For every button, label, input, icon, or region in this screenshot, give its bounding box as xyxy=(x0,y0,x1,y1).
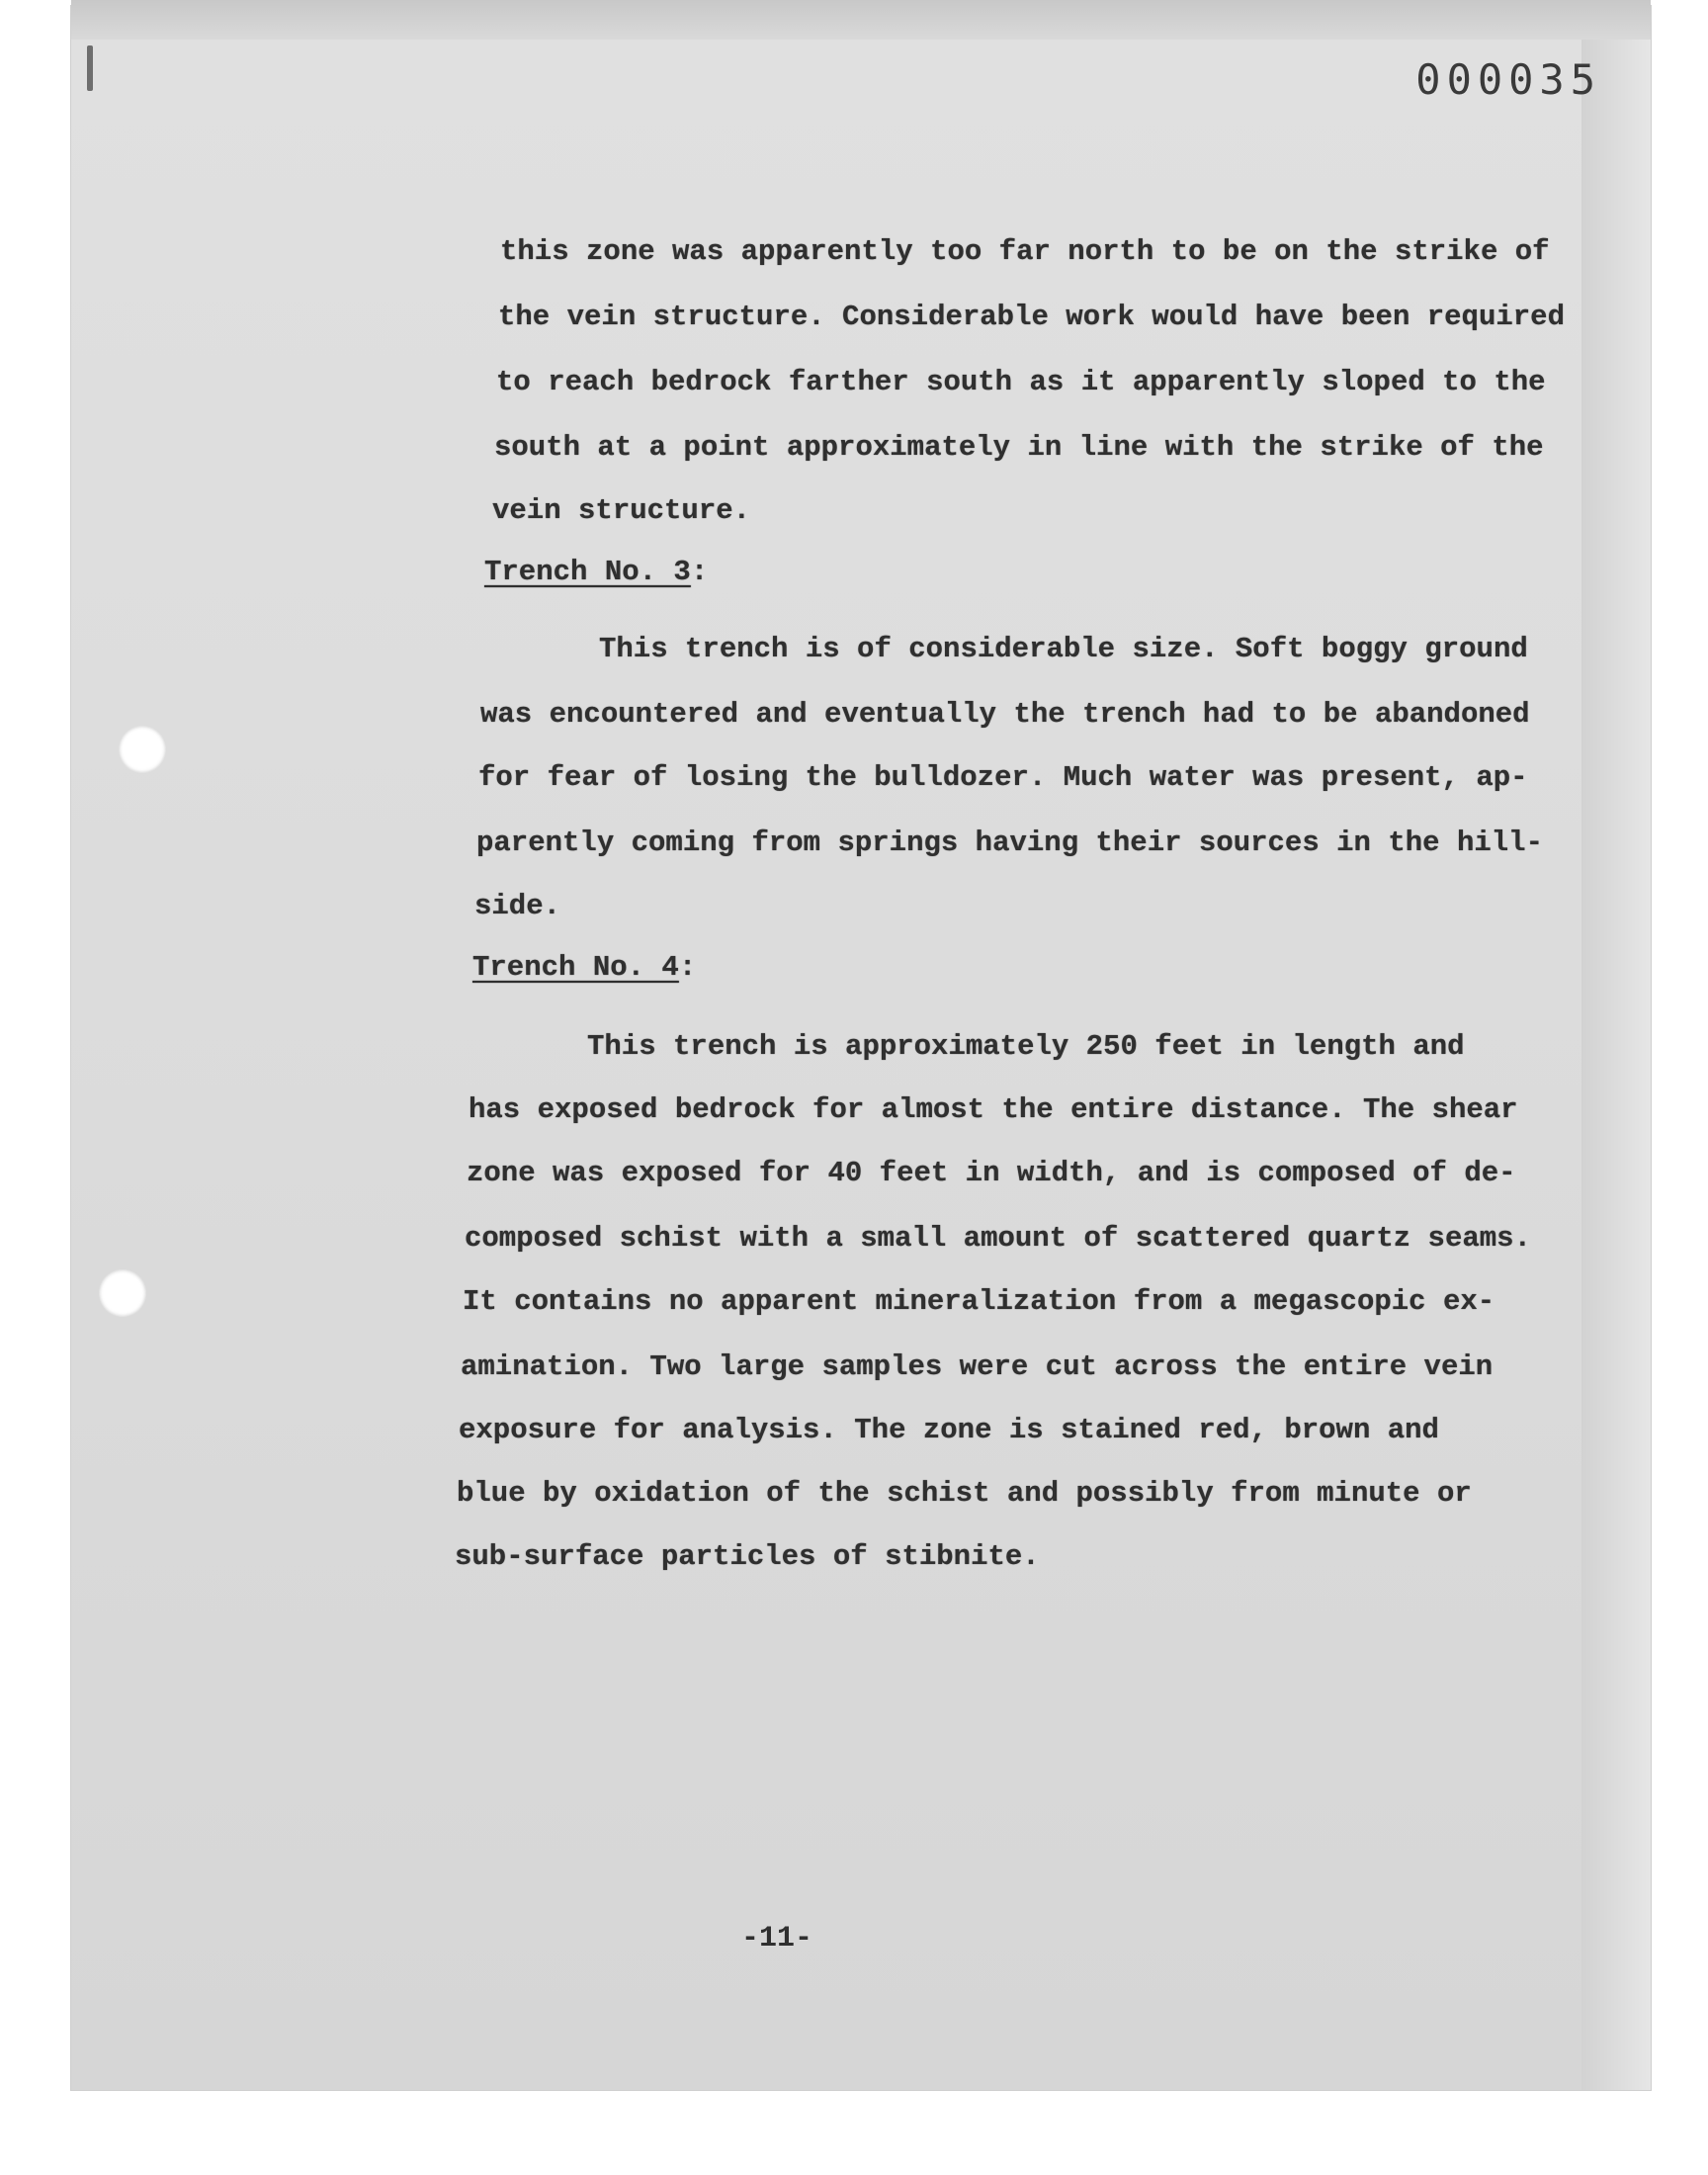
document-number: 000035 xyxy=(1415,55,1601,104)
paragraph-1-line-1: this zone was apparently too far north to be on the strike of xyxy=(500,235,1550,268)
trench-4-line-1: This trench is approximately 250 feet in length and xyxy=(587,1030,1465,1063)
trench-4-heading-line xyxy=(472,951,696,984)
trench-4-colon: : xyxy=(678,951,697,984)
trench-3-line-3: for fear of losing the bulldozer. Much water was present, ap- xyxy=(478,761,1528,794)
paragraph-1-line-4: south at a point approximately in line with the strike of the xyxy=(494,431,1544,464)
trench-4-line-6: amination. Two large samples were cut across the entire vein xyxy=(461,1350,1494,1383)
paper-right-edge xyxy=(1581,40,1651,2090)
trench-4-line-4: composed schist with a small amount of scattered quartz seams. xyxy=(465,1222,1531,1255)
binder-hole-bottom xyxy=(99,1269,146,1317)
trench-4-line-9: sub-surface particles of stibnite. xyxy=(455,1540,1040,1573)
trench-4-heading: Trench No. 4 xyxy=(472,951,679,984)
trench-3-line-2: was encountered and eventually the trench had to be abandoned xyxy=(480,698,1530,731)
trench-3-line-5: side. xyxy=(474,890,561,922)
paragraph-1-line-5: vein structure. xyxy=(492,494,751,527)
paper-top-shadow xyxy=(71,0,1651,40)
trench-4-line-8: blue by oxidation of the schist and possibly from minute or xyxy=(457,1477,1472,1510)
trench-3-line-1: This trench is of considerable size. Soft boggy ground xyxy=(599,633,1528,665)
trench-3-line-4: parently coming from springs having their sources in the hill- xyxy=(476,826,1543,859)
trench-4-line-2: has exposed bedrock for almost the entire distance. The shear xyxy=(469,1093,1518,1126)
trench-3-heading: Trench No. 3 xyxy=(484,556,691,588)
trench-4-line-3: zone was exposed for 40 feet in width, and is composed of de- xyxy=(467,1157,1516,1189)
page-number: -11- xyxy=(741,1922,813,1956)
binder-hole-top xyxy=(119,726,166,773)
paragraph-1-line-2: the vein structure. Considerable work would have been required xyxy=(498,301,1565,333)
trench-4-line-7: exposure for analysis. The zone is stained red, brown and xyxy=(459,1414,1439,1446)
trench-4-line-5: It contains no apparent mineralization from a megascopic ex- xyxy=(463,1285,1495,1318)
trench-3-colon: : xyxy=(690,556,709,588)
edge-mark xyxy=(87,45,93,91)
paragraph-1-line-3: to reach bedrock farther south as it apparently sloped to the xyxy=(496,366,1546,398)
trench-3-heading-line xyxy=(484,556,708,588)
